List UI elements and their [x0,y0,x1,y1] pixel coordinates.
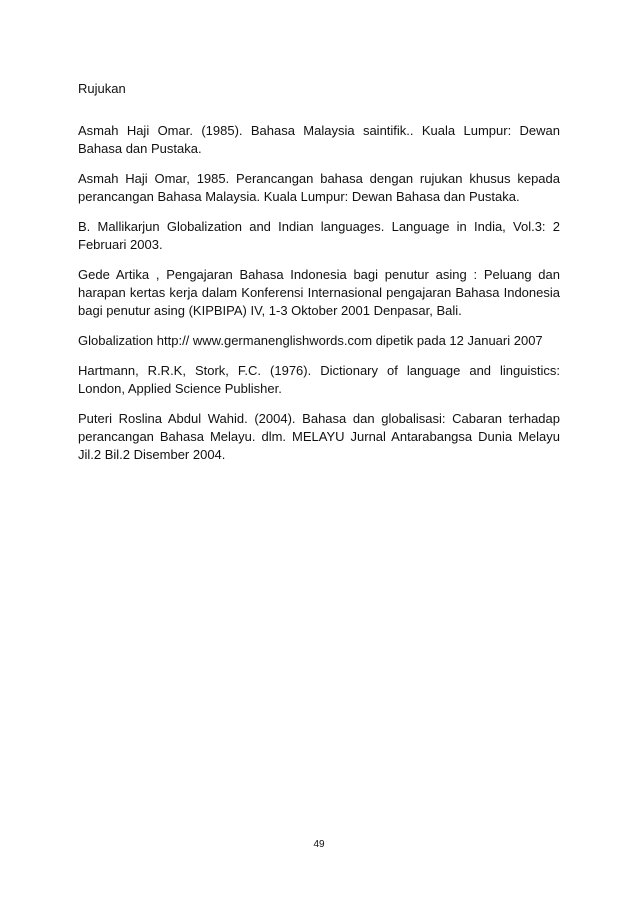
reference-item: Globalization http:// www.germanenglishwords.com dipetik pada 12 Januari 2007 [78,333,543,348]
reference-item: B. Mallikarjun Globalization and Indian languages. Language in India, Vol.3: 2 Februari 2003. [78,219,560,252]
reference-item: Asmah Haji Omar. (1985). Bahasa Malaysia saintifik.. Kuala Lumpur: Dewan Bahasa dan Pustaka. [78,123,560,156]
references-heading: Rujukan [78,81,126,96]
reference-item: Puteri Roslina Abdul Wahid. (2004). Bahasa dan globalisasi: Cabaran terhadap perancangan Bahasa Melayu. dlm. MELAYU Jurnal Antarabangsa Dunia Melayu Jil.2 Bil.2 Disember 2004. [78,411,560,462]
page-number: 49 [313,839,325,850]
references-list [78,122,560,476]
reference-item: Asmah Haji Omar, 1985. Perancangan bahasa dengan rujukan khusus kepada perancangan Bahasa Malaysia. Kuala Lumpur: Dewan Bahasa dan Pustaka. [78,171,560,204]
reference-item: Gede Artika , Pengajaran Bahasa Indonesia bagi penutur asing : Peluang dan harapan kertas kerja dalam Konferensi Internasional pengajaran Bahasa Indonesia bagi penutur asing (KIPBIPA) IV, 1-3 Oktober 2001 Denpasar, Bali. [78,267,560,318]
reference-item: Hartmann, R.R.K, Stork, F.C. (1976). Dictionary of language and linguistics: London, Applied Science Publisher. [78,363,560,396]
